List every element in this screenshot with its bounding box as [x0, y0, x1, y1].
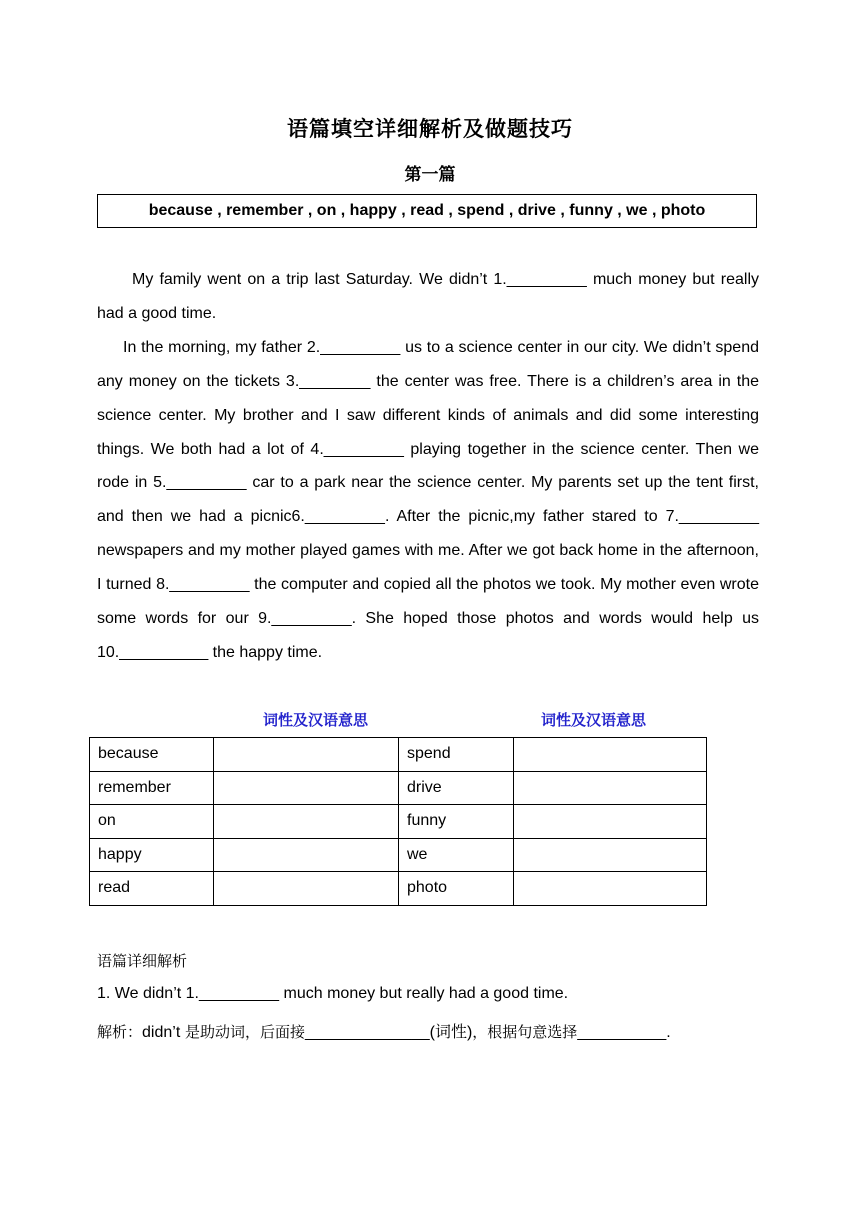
analysis-heading: 语篇详细解析: [97, 952, 188, 970]
table-cell-word: read: [90, 872, 214, 906]
table-cell-word: photo: [399, 872, 514, 906]
table-header-right: 词性及汉语意思: [541, 711, 647, 729]
table-row: [90, 771, 707, 805]
page-title: 语篇填空详细解析及做题技巧: [287, 117, 573, 141]
explain-blank-2: __________.: [577, 1024, 671, 1041]
table-cell-word: we: [399, 838, 514, 872]
table-cell-word: because: [90, 738, 214, 772]
table-row: [90, 738, 707, 772]
table-cell-meaning: [214, 738, 399, 772]
passage-paragraph-2: In the morning, my father 2._________ us to a science center in our city. We didn’t spend any money on the tickets 3.________ the center was free. There is a children’s area in the science center. My brother and I saw different kinds of animals and did some interesting things. We both had a lot of 4._________ playing together in the science center. Then we rode in 5._________ car to a park near the science center. My parents set up the tent first, and then we had a picnic6._________. After the picnic,my father stared to 7._________ newspapers and my mother played games with me. After we got back home in the afternoon, I turned 8._________ the computer and copied all the photos we took. My mother even wrote some words for our 9._________. She hoped those photos and words would help us 10.__________ the happy time.: [97, 338, 759, 661]
vocabulary-table: [89, 737, 707, 906]
analysis-explanation: [97, 1019, 671, 1042]
explain-pos: (词性): [429, 1024, 473, 1041]
explain-label: 解析：: [97, 1023, 143, 1041]
analysis-question-1: 1. We didn’t 1._________ much money but really had a good time.: [97, 985, 569, 1002]
table-cell-meaning: [514, 738, 707, 772]
explain-word: didn’t: [142, 1024, 181, 1041]
word-bank-text: because , remember , on , happy , read , spend , drive , funny , we , photo: [148, 202, 706, 219]
table-cell-word: on: [90, 805, 214, 839]
table-cell-meaning: [514, 838, 707, 872]
table-cell-word: drive: [399, 771, 514, 805]
table-cell-meaning: [214, 872, 399, 906]
table-cell-word: happy: [90, 838, 214, 872]
word-bank-box: [97, 194, 757, 228]
table-row: [90, 838, 707, 872]
section-subtitle: 第一篇: [404, 165, 456, 185]
table-cell-meaning: [214, 838, 399, 872]
passage-paragraph-1: My family went on a trip last Saturday. We didn’t 1._________ much money but really had a good time.: [97, 271, 759, 322]
table-header-left: 词性及汉语意思: [263, 711, 369, 729]
explain-text-2: ，根据句意选择: [472, 1023, 578, 1041]
table-cell-word: spend: [399, 738, 514, 772]
explain-text-1: 是助动词，后面接: [180, 1023, 306, 1041]
table-cell-meaning: [514, 805, 707, 839]
table-cell-word: remember: [90, 771, 214, 805]
table-row: [90, 872, 707, 906]
table-row: [90, 805, 707, 839]
table-cell-meaning: [514, 771, 707, 805]
explain-blank-1: ______________: [305, 1024, 430, 1041]
table-cell-word: funny: [399, 805, 514, 839]
passage: [97, 263, 759, 670]
table-cell-meaning: [214, 771, 399, 805]
table-cell-meaning: [214, 805, 399, 839]
table-cell-meaning: [514, 872, 707, 906]
